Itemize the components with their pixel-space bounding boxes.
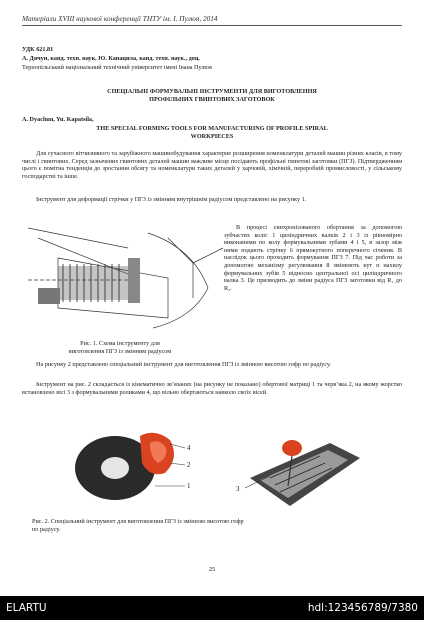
title-ua-line2: ПРОФІЛЬНИХ ГВИНТОВИХ ЗАГОТОВОК <box>149 96 275 103</box>
figure-2-caption-line2: по радіусу. <box>32 526 61 533</box>
paragraph-figure2-description: Інструмент на рис. 2 складається із кінематично зв’язаних (на рисунку не показано) обертової матриці 1 та черв’яка 2, на якому жорстко встановлено вісі 3 з формувальними роликами 4, що вільно обертаються навколо своїх вісей. <box>22 381 402 396</box>
paragraph-figure2-intro: На рисунку 2 представлено спеціальний інструмент для виготовлення ПГЗ із змінною висотою гофр по радіусу. <box>36 361 331 368</box>
figure-2-caption-line1: Рис. 2. Спеціальний інструмент для виготовлення ПГЗ із змінною висотою гофр <box>32 518 244 525</box>
figure-1-caption-line1: Рис. 1. Схема інструменту для <box>80 340 160 347</box>
title-en-line1: THE SPECIAL FORMING TOOLS FOR MANUFACTURING OF PROFILE SPIRAL <box>96 125 328 132</box>
figure-2-special-tool <box>60 418 380 510</box>
figure-2-label-2: 2 <box>187 461 191 469</box>
header-rule <box>22 25 402 26</box>
figure-2-label-3: 3 <box>236 485 240 493</box>
title-ua-line1: СПЕЦІАЛЬНІ ФОРМУВАЛЬНІ ІНСТРУМЕНТИ ДЛЯ ВИГОТОВЛЕННЯ <box>107 88 317 95</box>
authors-en: A. Dyachun, Yu. Kapatsila, <box>22 116 94 123</box>
udc-code: УДК 621.81 <box>22 46 54 53</box>
figure-1-tool-scheme <box>18 218 233 338</box>
figure-2-label-4: 4 <box>187 444 191 452</box>
figure-1-caption-line2: виготовлення ПГЗ із змінним радіусом <box>68 348 172 355</box>
page-number: 25 <box>208 566 216 573</box>
repository-footer-bar <box>0 596 424 620</box>
figure-2-label-1: 1 <box>187 482 191 490</box>
paragraph-intro: Для сучасного вітчизняного та зарубіжного машинобудування характерне розширення номенклатури деталей машин різних класів, в тому числі і гвинтових. Серед зазначених гвинтових деталей машин важливе місце посідають профільні гвинтові заготовки (ПГЗ). Підтвердженням цього є помітна тенденція до зростання обсягу та номенклатури таких деталей у харчовій, хімічній, переробній промисловості, у сільському господарстві та інше. <box>22 150 402 180</box>
title-en-line2: WORKPIECES <box>190 133 234 140</box>
repository-name: ELARTU <box>6 602 47 614</box>
paragraph-process: В процесі синхронізованого обертання за допомогою зубчастих коліс 1 циліндричних валків 2 і 3 із рівномірно виконаними по колу формувальними зубами 4 і 5, в зазор між ними подають стрічку 6 прямокутного поперечного січення. В наслідок цього проходить формування ПГЗ 7. Під час роботи за допомогою механізму регулювання 8 змінюють кут α нахилу формувальних зубів 5 відносно центральної осі циліндричного валка 3. Це призводить до зміни радіуса ПГЗ заготовки від R₁ до R₂. <box>224 224 402 292</box>
authors-ua: А. Дячун, канд. техн. наук, Ю. Капацила, канд. техн. наук., доц. <box>22 55 200 62</box>
paragraph-tool-intro: Інструмент для деформації стрічки у ПГЗ із змінним внутрішнім радіусом представлено на рисунку 1. <box>36 196 307 203</box>
running-header: Матеріали XVIII наукової конференції ТНТУ ім. І. Пулюя, 2014 <box>22 14 218 23</box>
affiliation: Тернопільський національний технічний університет імені Івана Пулюя <box>22 64 212 71</box>
handle-identifier[interactable]: hdl:123456789/7380 <box>307 602 418 614</box>
